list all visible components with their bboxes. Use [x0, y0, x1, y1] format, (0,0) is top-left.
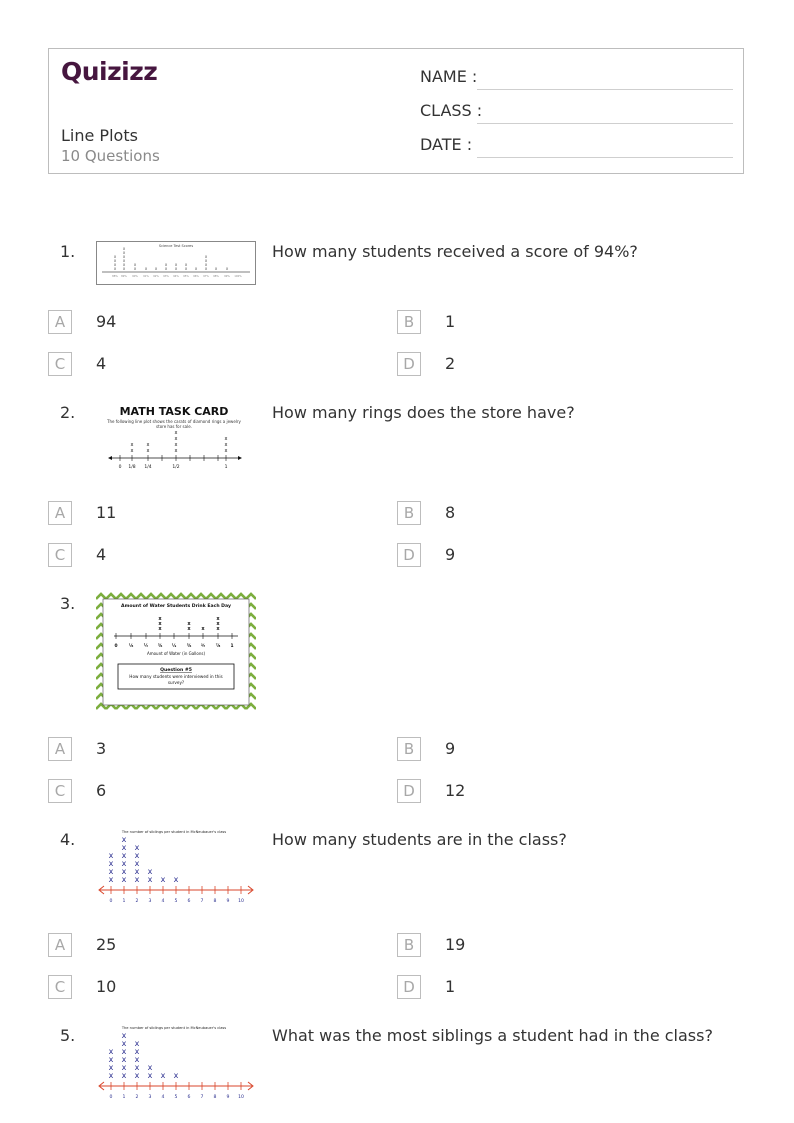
svg-text:x: x [164, 266, 168, 271]
svg-text:x: x [122, 246, 126, 251]
question-text: How many rings does the store have? [272, 403, 575, 422]
svg-text:89%: 89% [121, 275, 127, 278]
quizizz-logo: Quizizz [61, 57, 158, 86]
svg-text:x: x [122, 250, 126, 255]
option-b-text: 8 [445, 503, 456, 522]
option-d-box[interactable]: D [397, 543, 421, 567]
svg-text:x: x [108, 1071, 114, 1080]
svg-text:x: x [121, 875, 127, 884]
svg-text:x: x [224, 448, 228, 454]
option-c-box[interactable]: C [48, 352, 72, 376]
tick-label: 6 [187, 899, 191, 904]
svg-text:x: x [194, 266, 198, 271]
option-d-box[interactable]: D [397, 352, 421, 376]
svg-text:x: x [121, 867, 127, 876]
worksheet-header [48, 48, 744, 174]
svg-text:91%: 91% [143, 275, 149, 278]
svg-text:x: x [113, 258, 117, 263]
question-image [96, 402, 256, 472]
tick-label: 2 [135, 1095, 139, 1100]
task-card-caption-2: store has for sale. [156, 424, 192, 429]
svg-text:x: x [144, 266, 148, 271]
option-a-box[interactable]: A [48, 933, 72, 957]
svg-text:x: x [184, 266, 188, 271]
svg-text:x: x [130, 442, 134, 448]
svg-text:x: x [160, 875, 166, 884]
svg-text:x: x [187, 621, 191, 627]
option-d-box[interactable]: D [397, 975, 421, 999]
task-card-title: MATH TASK CARD [119, 405, 229, 418]
option-b-text: 19 [445, 935, 466, 954]
svg-text:x: x [134, 1055, 140, 1064]
tick-label: 8 [213, 899, 217, 904]
question-text: How many students are in the class? [272, 830, 567, 849]
date-label: DATE : [420, 135, 473, 154]
tick-label: 1/8 [128, 465, 136, 470]
svg-text:x: x [122, 254, 126, 259]
tick-label: ⅞ [215, 644, 221, 649]
svg-text:97%: 97% [203, 275, 209, 278]
svg-text:96%: 96% [193, 275, 199, 278]
tick-label: 0 [118, 465, 122, 470]
option-a-box[interactable]: A [48, 501, 72, 525]
svg-text:92%: 92% [153, 275, 159, 278]
tick-label: 0 [109, 1095, 113, 1100]
tick-label: 2 [135, 899, 139, 904]
svg-text:x: x [187, 626, 191, 632]
option-d-text: 2 [445, 354, 456, 373]
svg-text:x: x [134, 867, 140, 876]
plot-title: Amount of Water Students Drink Each Day [121, 604, 231, 609]
svg-text:99%: 99% [224, 275, 230, 278]
name-label: NAME : [420, 67, 478, 86]
option-c-text: 10 [96, 977, 117, 996]
svg-text:x: x [134, 843, 140, 852]
option-b-text: 1 [445, 312, 456, 331]
svg-text:x: x [214, 266, 218, 271]
water-line-plot-image [96, 592, 256, 712]
tick-label: 7 [200, 1095, 204, 1100]
svg-text:x: x [174, 442, 178, 448]
svg-text:95%: 95% [183, 275, 189, 278]
option-b-box[interactable]: B [397, 933, 421, 957]
svg-text:x: x [121, 1071, 127, 1080]
svg-text:x: x [224, 442, 228, 448]
svg-text:x: x [160, 1071, 166, 1080]
svg-text:x: x [173, 1071, 179, 1080]
option-b-text: 9 [445, 739, 456, 758]
tick-label: 1/2 [172, 465, 180, 470]
question-image [96, 826, 256, 908]
tick-label: 3 [148, 899, 152, 904]
class-line [477, 123, 733, 124]
svg-text:x: x [147, 875, 153, 884]
tick-label: 3 [148, 1095, 152, 1100]
svg-text:x: x [122, 258, 126, 263]
option-a-box[interactable]: A [48, 310, 72, 334]
svg-text:x: x [108, 875, 114, 884]
option-d-text: 12 [445, 781, 466, 800]
siblings-line-plot-image [96, 1022, 256, 1104]
svg-text:x: x [174, 448, 178, 454]
tick-label: 5 [174, 1095, 178, 1100]
tick-label: ¾ [200, 644, 206, 649]
svg-text:x: x [108, 1055, 114, 1064]
svg-text:90%: 90% [132, 275, 138, 278]
option-d-text: 9 [445, 545, 456, 564]
svg-text:94%: 94% [173, 275, 179, 278]
question-number: 4. [60, 830, 76, 849]
option-a-text: 3 [96, 739, 107, 758]
tick-label: 1 [230, 644, 234, 649]
svg-text:x: x [121, 1055, 127, 1064]
tick-label: 1 [122, 1095, 126, 1100]
siblings-line-plot-image [96, 826, 256, 908]
svg-text:x: x [174, 430, 178, 436]
svg-text:x: x [204, 254, 208, 259]
svg-text:x: x [216, 626, 220, 632]
svg-text:93%: 93% [163, 275, 169, 278]
tick-label: ⅜ [157, 644, 163, 649]
tick-label: 7 [200, 899, 204, 904]
svg-text:x: x [108, 1063, 114, 1072]
option-d-box[interactable]: D [397, 779, 421, 803]
svg-text:x: x [113, 254, 117, 259]
svg-text:x: x [173, 875, 179, 884]
option-c-text: 4 [96, 545, 107, 564]
option-a-text: 25 [96, 935, 117, 954]
question-number: 5. [60, 1026, 76, 1045]
svg-text:x: x [108, 867, 114, 876]
svg-text:100%: 100% [234, 275, 242, 278]
question-count: 10 Questions [61, 147, 160, 165]
question-text-1: How many students were interviewed in this [129, 674, 223, 679]
question-number: 3. [60, 594, 76, 613]
tick-label: 1/4 [144, 465, 152, 470]
svg-text:x: x [113, 262, 117, 267]
svg-text:x: x [164, 262, 168, 267]
svg-text:88%: 88% [112, 275, 118, 278]
option-a-text: 94 [96, 312, 117, 331]
tick-label: 8 [213, 1095, 217, 1100]
option-c-text: 6 [96, 781, 107, 800]
question-number: 1. [60, 242, 76, 261]
question-text: How many students received a score of 94%? [272, 242, 638, 261]
plot-title: The number of siblings per student in McNeubauer's class [121, 830, 227, 834]
svg-text:x: x [134, 875, 140, 884]
date-line [477, 157, 733, 158]
svg-text:x: x [216, 616, 220, 622]
svg-text:x: x [201, 626, 205, 632]
svg-text:x: x [158, 616, 162, 622]
svg-text:x: x [147, 1071, 153, 1080]
tick-label: ⅝ [186, 644, 192, 649]
svg-text:x: x [204, 266, 208, 271]
tick-label: 5 [174, 899, 178, 904]
svg-text:x: x [147, 867, 153, 876]
tick-label: ½ [171, 644, 177, 649]
name-line [477, 89, 733, 90]
svg-text:x: x [174, 266, 178, 271]
svg-text:x: x [134, 1039, 140, 1048]
svg-text:x: x [174, 436, 178, 442]
svg-text:x: x [174, 262, 178, 267]
svg-text:x: x [121, 851, 127, 860]
option-b-box[interactable]: B [397, 310, 421, 334]
tick-label: ⅛ [128, 644, 134, 649]
svg-text:98%: 98% [213, 275, 219, 278]
svg-text:x: x [134, 1063, 140, 1072]
tick-label: 0 [114, 644, 118, 649]
svg-text:x: x [133, 266, 137, 271]
plot-title: The number of siblings per student in McNeubauer's class [121, 1026, 227, 1030]
svg-text:x: x [121, 835, 127, 844]
svg-text:x: x [121, 1063, 127, 1072]
svg-text:x: x [134, 1071, 140, 1080]
svg-text:x: x [121, 1031, 127, 1040]
option-d-text: 1 [445, 977, 456, 996]
tick-label: 6 [187, 1095, 191, 1100]
tick-label: 9 [226, 899, 230, 904]
question-number: 2. [60, 403, 76, 422]
svg-text:x: x [147, 1063, 153, 1072]
option-b-box[interactable]: B [397, 737, 421, 761]
option-c-box[interactable]: C [48, 543, 72, 567]
name-field[interactable] [420, 67, 733, 89]
option-a-box[interactable]: A [48, 737, 72, 761]
svg-text:x: x [122, 262, 126, 267]
svg-text:x: x [130, 448, 134, 454]
tick-label: 9 [226, 1095, 230, 1100]
question-text-2: survey? [167, 680, 185, 685]
question-image [96, 1022, 256, 1104]
tick-label: 1 [122, 899, 126, 904]
tick-label: 10 [238, 1095, 244, 1100]
question-label: Question #5 [160, 668, 192, 673]
svg-text:x: x [134, 1047, 140, 1056]
date-field[interactable] [420, 135, 733, 157]
math-task-card-image [96, 402, 256, 472]
tick-label: 10 [238, 899, 244, 904]
plot-title: Science Test Scores [158, 244, 194, 248]
svg-text:x: x [146, 442, 150, 448]
svg-text:x: x [108, 859, 114, 868]
svg-text:x: x [121, 859, 127, 868]
axis-label: Amount of Water (in Gallons) [146, 651, 206, 656]
question-image [96, 241, 256, 285]
question-image [96, 592, 256, 712]
class-label: CLASS : [420, 101, 483, 120]
svg-text:x: x [204, 262, 208, 267]
option-c-box[interactable]: C [48, 779, 72, 803]
class-field[interactable] [420, 101, 733, 123]
svg-text:x: x [146, 448, 150, 454]
question-text: What was the most siblings a student had in the class? [272, 1026, 713, 1045]
svg-text:x: x [134, 851, 140, 860]
svg-text:x: x [224, 436, 228, 442]
svg-text:x: x [121, 1039, 127, 1048]
line-plot-image [96, 241, 256, 285]
svg-text:x: x [158, 621, 162, 627]
svg-text:x: x [121, 1047, 127, 1056]
option-b-box[interactable]: B [397, 501, 421, 525]
svg-text:x: x [154, 266, 158, 271]
worksheet-title: Line Plots [61, 126, 138, 145]
svg-text:x: x [133, 262, 137, 267]
svg-text:x: x [108, 1047, 114, 1056]
tick-label: 1 [224, 465, 228, 470]
option-c-text: 4 [96, 354, 107, 373]
svg-text:x: x [122, 266, 126, 271]
task-card-caption-1: The following line plot shows the carats of diamond rings a jewelry [107, 419, 241, 424]
tick-label: 4 [161, 899, 165, 904]
option-a-text: 11 [96, 503, 117, 522]
svg-text:x: x [204, 258, 208, 263]
svg-text:x: x [216, 621, 220, 627]
svg-text:x: x [113, 266, 117, 271]
option-c-box[interactable]: C [48, 975, 72, 999]
tick-label: 0 [109, 899, 113, 904]
svg-text:x: x [134, 859, 140, 868]
svg-text:x: x [184, 262, 188, 267]
svg-text:x: x [158, 626, 162, 632]
tick-label: 4 [161, 1095, 165, 1100]
svg-text:x: x [108, 851, 114, 860]
svg-text:x: x [121, 843, 127, 852]
tick-label: ¼ [143, 644, 149, 649]
svg-text:x: x [225, 266, 229, 271]
